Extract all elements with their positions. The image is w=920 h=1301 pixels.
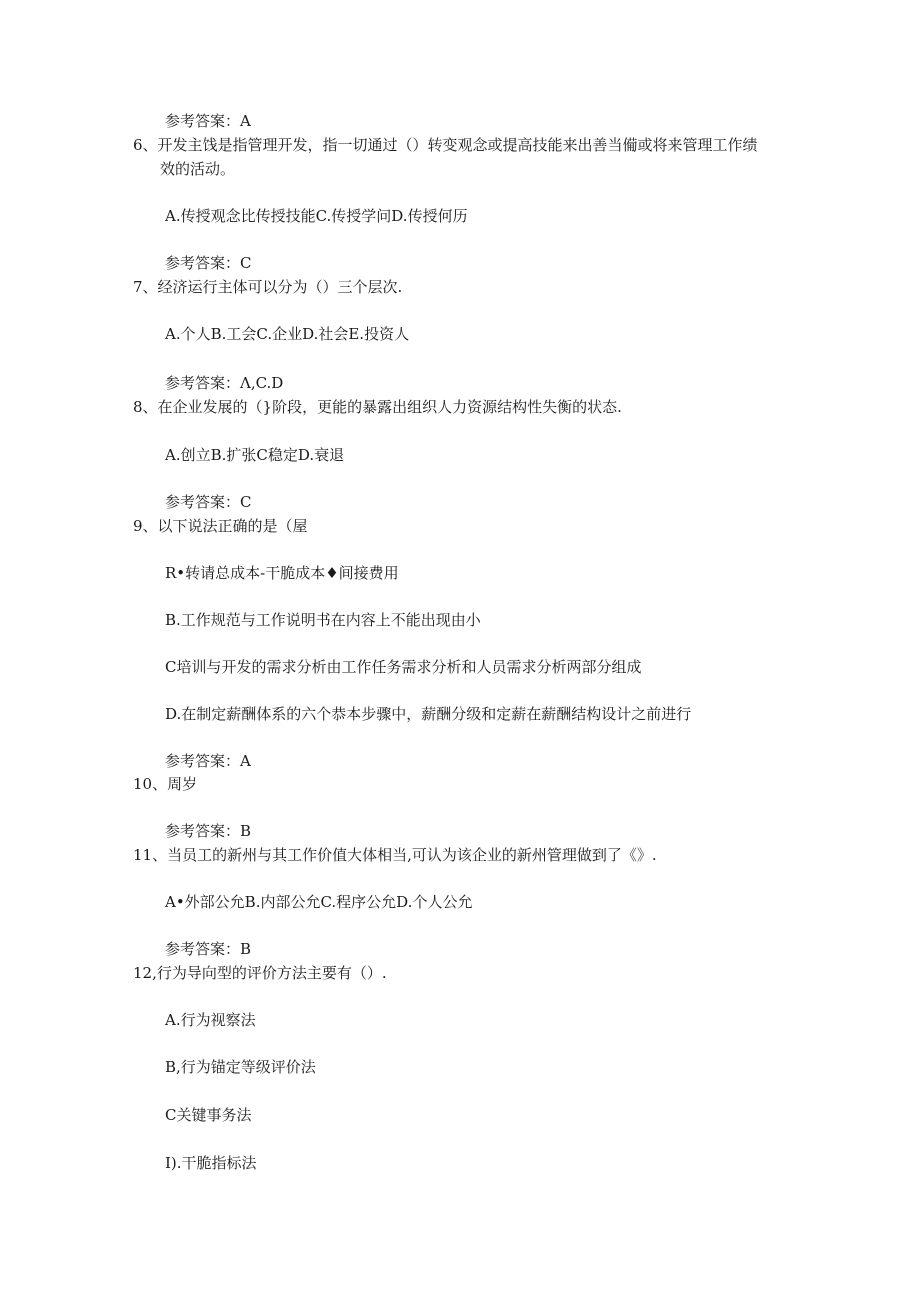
question-9: 9、以下说法正确的是（屋 [133,517,308,535]
question-6-continuation: 效的活动。 [160,160,236,178]
question-12-option-a: A.行为视察法 [165,1011,256,1029]
question-7: 7、经济运行主体可以分为（）三个层次. [133,278,403,296]
question-6-options: A.传授观念比传授技能C.传授学问D.传授何历 [165,207,468,225]
question-12: 12,行为导向型的评价方法主要有（）. [133,964,387,982]
question-9-option-a: R•转请总成本-干脆成本♦间接费用 [165,564,399,582]
question-6: 6、开发主饯是指管理开发，指一切通过（）转变观念或提高技能来出善当僃或将来管理工作绩 [133,136,758,154]
question-9-option-b: B.工作规范与工作说明书在内容上不能出现由小 [165,611,481,629]
question-11: 11、当员工的新州与其工作价值大体相当,可认为该企业的新州管理做到了《》. [133,846,657,864]
question-12-option-c: C关键事务法 [165,1106,252,1124]
question-9-option-c: C培训与开发的需求分析由工作任务需求分析和人员需求分析两部分组成 [165,658,642,676]
answer-line: 参考答案：B [165,822,252,840]
question-8-options: A.创立B.扩张C稳定D.衰退 [165,446,345,464]
question-12-option-d: I).干脆指标法 [165,1154,257,1172]
question-12-option-b: B,行为锚定等级评价法 [165,1058,316,1076]
question-7-options: A.个人B.工会C.企业D.社会E.投资人 [165,325,410,343]
answer-line: 参考答案：B [165,940,252,958]
question-8: 8、在企业发展的（}阶段，更能的暴露出组织人力资源结构性失衡的状态. [133,398,622,416]
answer-line: 参考答案：Λ,C.D [165,374,284,392]
question-10: 10、周岁 [133,775,198,793]
question-11-options: A•外部公允B.内部公允C.程序公允D.个人公允 [165,893,473,911]
answer-line: 参考答案：C [165,254,252,272]
question-9-option-d: D.在制定薪酬体系的六个恭本步骤中，薪酬分级和定薪在薪酬结构设计之前进行 [165,705,692,723]
answer-line: 参考答案：A [165,112,251,130]
answer-line: 参考答案：A [165,752,251,770]
answer-line: 参考答案：C [165,493,252,511]
